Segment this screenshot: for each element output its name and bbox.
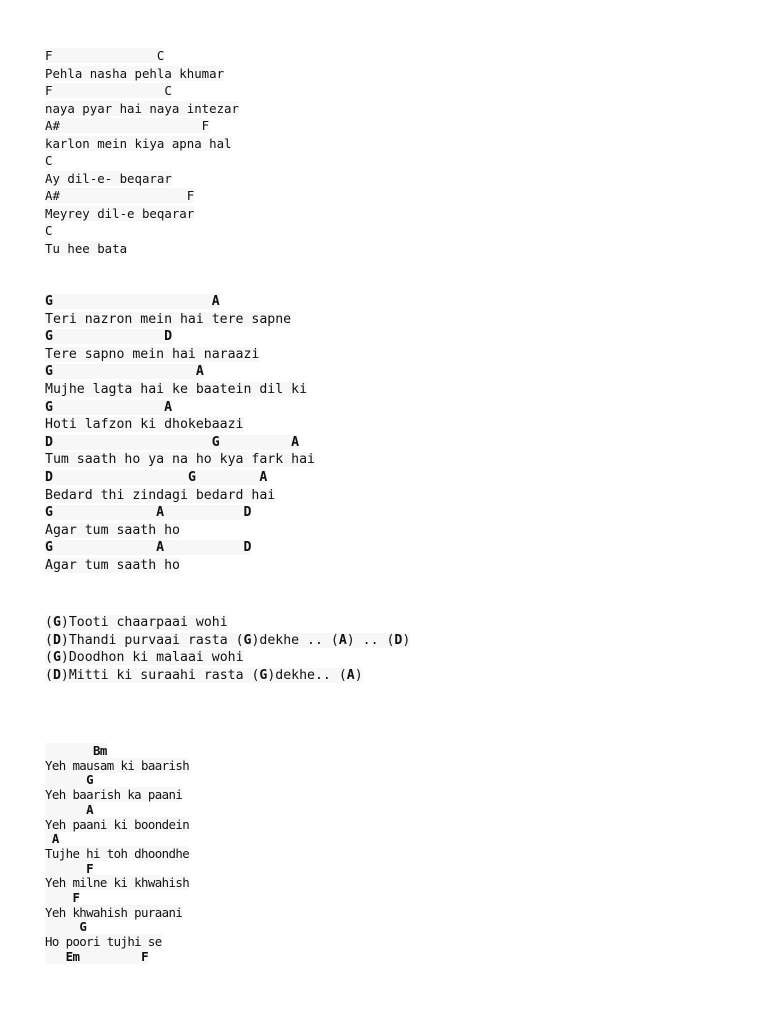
chord-line: C [45, 153, 53, 168]
chord: G [52, 650, 61, 665]
lyric-line: Tujhe hi toh dhoondhe [45, 845, 190, 861]
chord: G [45, 540, 53, 556]
chord-line: A# F [45, 188, 195, 203]
chord-line [45, 890, 79, 905]
chord: G [243, 632, 252, 648]
chord: G [79, 919, 87, 935]
lyric-line: Ho poori tujhi se [45, 934, 162, 950]
chord: A [195, 364, 204, 380]
inline-chord-line: (G)Doodhon ki malaai wohi [45, 650, 244, 665]
chord: F [141, 948, 148, 964]
chord: G [86, 772, 94, 788]
chord: G [45, 399, 53, 415]
chord-line [45, 861, 93, 876]
chord: A [259, 470, 268, 485]
chord-line [45, 802, 93, 817]
chord: D [243, 540, 252, 556]
chord-line [45, 400, 172, 415]
chord-line [45, 772, 93, 787]
chord: D [52, 632, 61, 648]
lyric-line: Yeh milne ki khwahish [45, 875, 190, 891]
lyric-line: Yeh khwahish puraani [45, 904, 183, 920]
chord: G [187, 470, 196, 485]
lyric-line: Tum saath ho ya na ho kya fark hai [45, 452, 315, 468]
chord: A [156, 505, 165, 521]
chord: D [394, 632, 403, 648]
inline-chord-line: (D)Thandi purvaai rasta (G)dekhe .. (A) .. (D) [45, 632, 411, 648]
chord: G [45, 505, 53, 521]
inline-chord-line: (D)Mitti ki suraahi rasta (G)dekhe.. (A) [45, 667, 363, 683]
lyric-line: Agar tum saath ho [45, 522, 180, 538]
lyric-line: Tu hee bata [45, 240, 128, 256]
chord: A [86, 801, 94, 817]
lyric-line: Hoti lafzon ki dhokebaazi [45, 417, 244, 433]
chord-line [45, 294, 220, 309]
lyric-line: Yeh mausam ki baarish [45, 757, 190, 773]
chord: A [346, 667, 355, 683]
chord-line: F C [45, 83, 172, 98]
chord: A [164, 399, 173, 415]
chord-line: C [45, 223, 53, 238]
chord: D [45, 434, 53, 450]
chord: Bm [93, 743, 107, 758]
lyric-line: karlon mein kiya apna hal [45, 135, 232, 151]
chord: G [211, 434, 220, 450]
chord: A [156, 540, 165, 556]
lyric-line: Agar tum saath ho [45, 558, 180, 573]
lyric-line: Bedard thi zindagi bedard hai [45, 487, 276, 503]
lyric-line: Yeh baarish ka paani [45, 787, 183, 803]
chord: A [338, 632, 347, 648]
lyric-line: Pehla nasha pehla khumar [45, 65, 225, 81]
chord: D [243, 505, 252, 521]
lyric-line: Tere sapno mein hai naraazi [45, 346, 260, 362]
chord: G [45, 364, 53, 380]
lyric-line: Teri nazron mein hai tere sapne [45, 311, 292, 327]
chord-line [45, 919, 86, 934]
lyric-line: Meyrey dil-e beqarar [45, 205, 195, 221]
chord: F [72, 890, 80, 905]
chord-line [45, 435, 299, 450]
lyric-line: Yeh paani ki boondein [45, 816, 190, 832]
chord: G [52, 615, 61, 630]
chord: G [45, 294, 53, 309]
lyric-line: naya pyar hai naya intezar [45, 100, 239, 116]
chord-line [45, 470, 267, 485]
chord: D [164, 329, 173, 345]
lyric-line: Mujhe lagta hai ke baatein dil ki [45, 382, 308, 397]
chord: A [291, 434, 300, 450]
chord-line [45, 364, 204, 379]
lyric-line: Ay dil-e- beqarar [45, 170, 172, 186]
chord: D [52, 667, 61, 683]
chord-line [45, 831, 59, 846]
chord: Em [65, 948, 80, 964]
chord-line [45, 949, 148, 964]
chord-line [45, 540, 251, 555]
inline-chord-line: (G)Tooti chaarpaai wohi [45, 615, 228, 630]
chord: G [259, 667, 268, 683]
chord: G [45, 329, 53, 345]
chord: A [51, 831, 59, 847]
chord-line [45, 743, 107, 758]
chord-line: A# F [45, 118, 210, 133]
chord: A [211, 294, 220, 309]
chord-line: F C [45, 48, 165, 63]
chord: F [86, 860, 94, 876]
chord-line [45, 329, 172, 344]
chord: D [45, 470, 53, 485]
chord-line [45, 505, 251, 520]
